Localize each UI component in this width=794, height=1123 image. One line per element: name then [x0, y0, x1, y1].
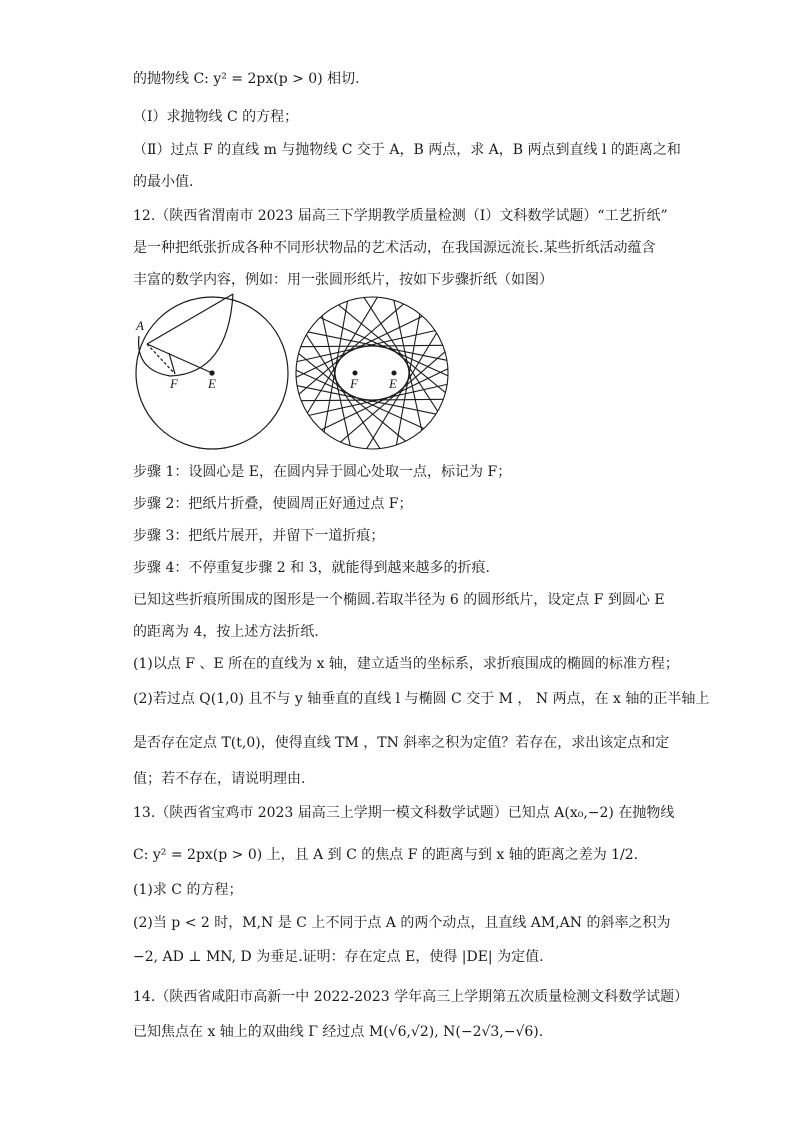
label-e: E — [208, 376, 216, 391]
text-line: 值；若不存在，请说明理由. — [133, 771, 306, 787]
text-line: 14.（陕西省咸阳市高新一中 2022-2023 学年高三上学期第五次质量检测文科数学试题） — [133, 989, 689, 1005]
text-line: 步骤 4：不停重复步骤 2 和 3，就能得到越来越多的折痕. — [133, 560, 490, 576]
text-line: 步骤 2：把纸片折叠，使圆周正好通过点 F； — [133, 496, 413, 512]
text-line: 的距离为 4，按上述方法折纸. — [133, 624, 319, 640]
text-line: 步骤 3：把纸片展开，并留下一道折痕； — [133, 528, 385, 544]
fold-line — [147, 294, 233, 344]
text-line: (2)若过点 Q(1,0) 且不与 y 轴垂直的直线 l 与椭圆 C 交于 M ， N 两点，在 x 轴的正半轴上 — [133, 691, 710, 707]
text-line: （Ⅱ）过点 F 的直线 m 与抛物线 C 交于 A，B 两点，求 A，B 两点到直线 l 的距离之和 — [133, 142, 681, 158]
text-line: 12.（陕西省渭南市 2023 届高三下学期教学质量检测（Ⅰ）文科数学试题）“工艺折纸” — [133, 208, 668, 224]
label-f: F — [170, 376, 178, 391]
crease-line — [301, 345, 443, 346]
label-a: A — [136, 318, 144, 333]
text-line: 的最小值. — [133, 174, 194, 190]
point-f-right — [353, 371, 357, 375]
segment-a-e — [147, 344, 212, 373]
point-e-right — [392, 371, 396, 375]
text-line: 是否存在定点 T(t,0)，使得直线 TM ，TN 斜率之积为定值？若存在，求出该定点和定 — [133, 735, 670, 751]
paper-circle-right — [296, 297, 448, 449]
text-line: 13.（陕西省宝鸡市 2023 届高三上学期一模文科数学试题）已知点 A(x₀,−2) 在抛物线 — [133, 805, 675, 821]
folding-figure — [133, 292, 397, 462]
text-line: (1)以点 F 、E 所在的直线为 x 轴，建立适当的坐标系，求折痕围成的椭圆的标准方程； — [133, 656, 679, 672]
crease-lines — [296, 297, 448, 449]
right-diagram — [296, 297, 448, 449]
text-line: −2, AD ⊥ MN, D 为垂足.证明：存在定点 E，使得 |DE| 为定值. — [133, 949, 544, 965]
text-line: C: y² = 2px(p > 0) 上，且 A 到 C 的焦点 F 的距离与到 x 轴的距离之差为 1/2. — [133, 847, 639, 863]
text-line: 步骤 1：设圆心是 E，在圆内异于圆心处取一点，标记为 F； — [133, 464, 512, 480]
text-line: 已知这些折痕所围成的图形是一个椭圆.若取半径为 6 的圆形纸片，设定点 F 到圆心 E — [133, 592, 665, 608]
point-e — [210, 371, 214, 375]
left-diagram — [136, 294, 288, 449]
text-line: (2)当 p < 2 时，M,N 是 C 上不同于点 A 的两个动点，且直线 AM,AN 的斜率之积为 — [133, 915, 671, 931]
crease-line — [301, 399, 443, 400]
text-line: 是一种把纸张折成各种不同形状物品的艺术活动，在我国源远流长.某些折纸活动蕴含 — [133, 240, 656, 256]
folded-arc — [139, 294, 233, 376]
text-line: （Ⅰ）求抛物线 C 的方程； — [133, 109, 299, 125]
text-line: 已知焦点在 x 轴上的双曲线 Γ 经过点 M(√6,√2), N(−2√3,−√6). — [133, 1024, 544, 1040]
text-line: (1)求 C 的方程； — [133, 882, 243, 898]
text-line: 丰富的数学内容，例如：用一张圆形纸片，按如下步骤折纸（如图） — [133, 272, 553, 288]
label-e-right: E — [389, 376, 397, 391]
label-f-right: F — [350, 376, 358, 391]
text-line: 的抛物线 C: y² = 2px(p > 0) 相切. — [133, 71, 360, 87]
